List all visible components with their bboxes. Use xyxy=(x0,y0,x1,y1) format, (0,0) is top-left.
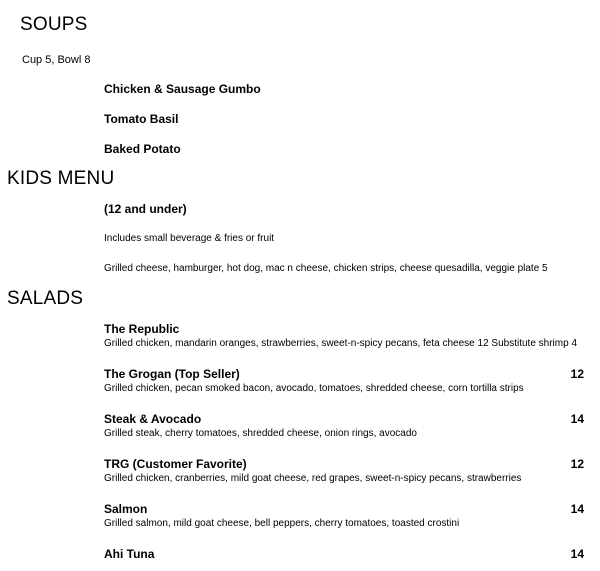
salad-item-price: 14 xyxy=(570,502,584,516)
soup-item: Tomato Basil xyxy=(104,112,179,126)
kids-age-note: (12 and under) xyxy=(104,202,187,216)
salad-item-name: The Grogan (Top Seller) xyxy=(104,367,240,381)
salad-item-desc: Grilled chicken, pecan smoked bacon, avocado, tomatoes, shredded cheese, corn tortilla strips xyxy=(104,383,524,394)
soups-heading: SOUPS xyxy=(20,14,88,35)
salad-item-desc: Grilled chicken, cranberries, mild goat cheese, red grapes, sweet-n-spicy pecans, strawberries xyxy=(104,473,522,484)
soups-price-note: Cup 5, Bowl 8 xyxy=(22,54,91,66)
salad-item-price: 14 xyxy=(570,412,584,426)
salad-item-name: Ahi Tuna xyxy=(104,547,155,561)
salad-item-price: 12 xyxy=(570,457,584,471)
salad-item-name: TRG (Customer Favorite) xyxy=(104,457,247,471)
salad-item-price: 14 xyxy=(570,547,584,561)
salad-item-name: Steak & Avocado xyxy=(104,412,202,426)
soup-item: Chicken & Sausage Gumbo xyxy=(104,82,261,96)
salad-item-name: The Republic xyxy=(104,322,180,336)
salad-item-desc: Grilled salmon, mild goat cheese, bell peppers, cherry tomatoes, toasted crostini xyxy=(104,518,460,529)
salad-item-price: 12 xyxy=(570,367,584,381)
salad-item-name: Salmon xyxy=(104,502,148,516)
kids-menu-heading: KIDS MENU xyxy=(7,168,115,189)
kids-includes: Includes small beverage & fries or fruit xyxy=(104,233,275,244)
salads-heading: SALADS xyxy=(7,288,84,309)
salad-item-desc: Grilled steak, cherry tomatoes, shredded cheese, onion rings, avocado xyxy=(104,428,417,439)
kids-options: Grilled cheese, hamburger, hot dog, mac n cheese, chicken strips, cheese quesadilla, veggie plate 5 xyxy=(104,263,548,274)
soup-item: Baked Potato xyxy=(104,142,181,156)
salad-item-desc: Grilled chicken, mandarin oranges, strawberries, sweet-n-spicy pecans, feta cheese 12 Substitute shrimp 4 xyxy=(104,338,578,349)
